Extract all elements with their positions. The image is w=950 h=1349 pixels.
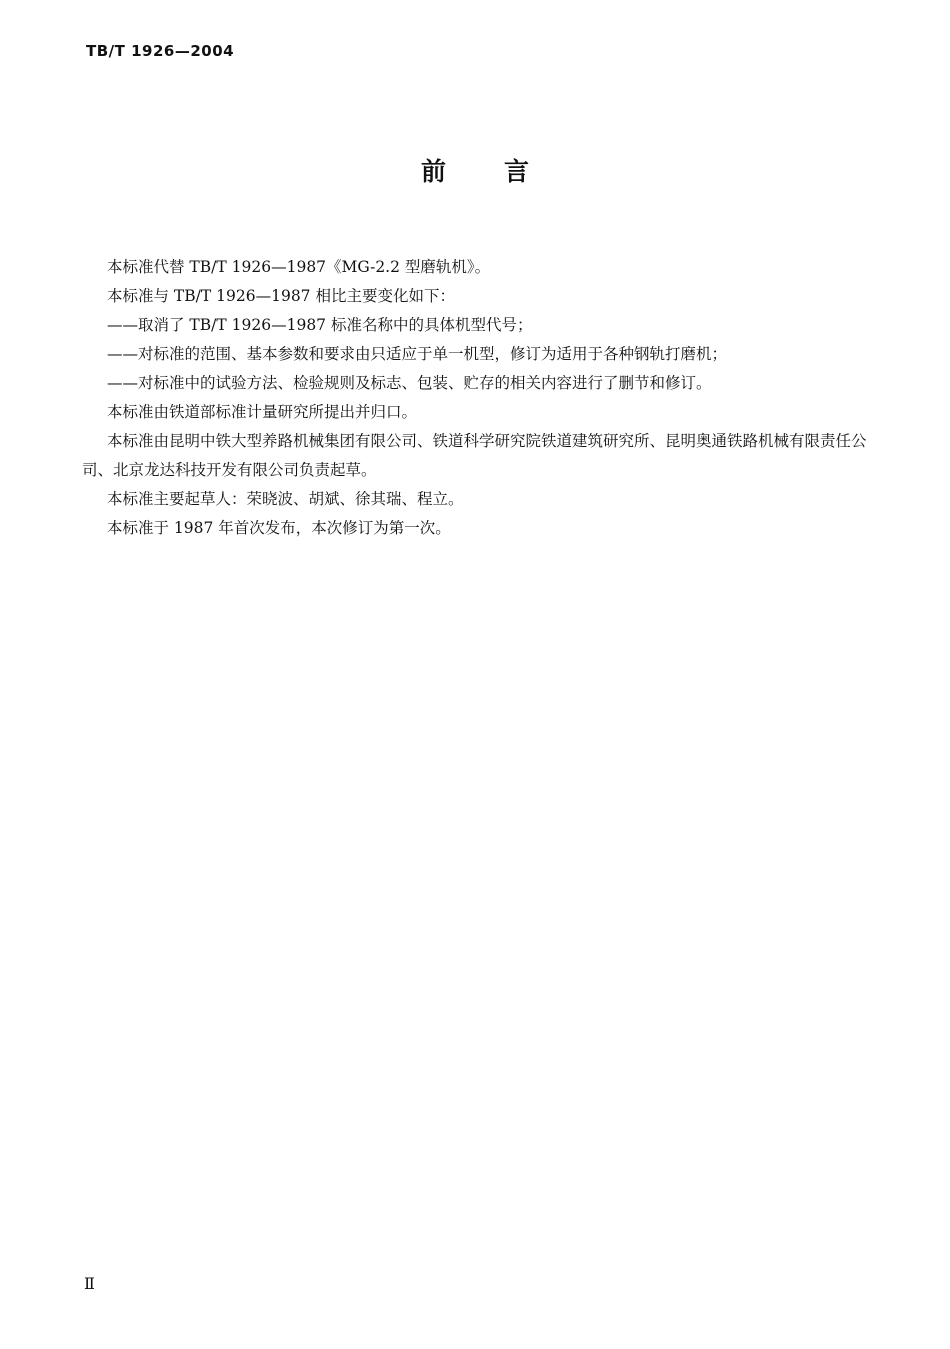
paragraph-change-3: ——对标准中的试验方法、检验规则及标志、包装、贮存的相关内容进行了删节和修订。 <box>107 374 712 392</box>
paragraph-replaces: 本标准代替 TB/T 1926—1987《MG-2.2 型磨轨机》。 <box>107 258 491 276</box>
paragraph-change-1: ——取消了 TB/T 1926—1987 标准名称中的具体机型代号； <box>107 316 533 334</box>
page-title <box>0 152 950 188</box>
document-code-header: TB/T 1926—2004 <box>86 42 235 60</box>
paragraph-proposer: 本标准由铁道部标准计量研究所提出并归口。 <box>107 403 418 421</box>
page-number: Ⅱ <box>84 1274 95 1293</box>
paragraph-drafting-units: 本标准由昆明中铁大型养路机械集团有限公司、铁道科学研究院铁道建筑研究所、昆明奥通铁路机械有限责任公司、北京龙达科技开发有限公司负责起草。 <box>82 432 867 479</box>
paragraph-drafters: 本标准主要起草人：荣晓波、胡斌、徐其瑞、程立。 <box>107 490 464 508</box>
paragraph-history: 本标准于 1987 年首次发布，本次修订为第一次。 <box>107 519 451 537</box>
paragraph-changes-intro: 本标准与 TB/T 1926—1987 相比主要变化如下： <box>107 287 455 305</box>
paragraph-change-2: ——对标准的范围、基本参数和要求由只适应于单一机型，修订为适用于各种钢轨打磨机； <box>107 345 728 363</box>
title-part-1: 前 <box>420 157 446 186</box>
foreword-body <box>82 253 882 543</box>
title-part-2: 言 <box>504 157 530 186</box>
